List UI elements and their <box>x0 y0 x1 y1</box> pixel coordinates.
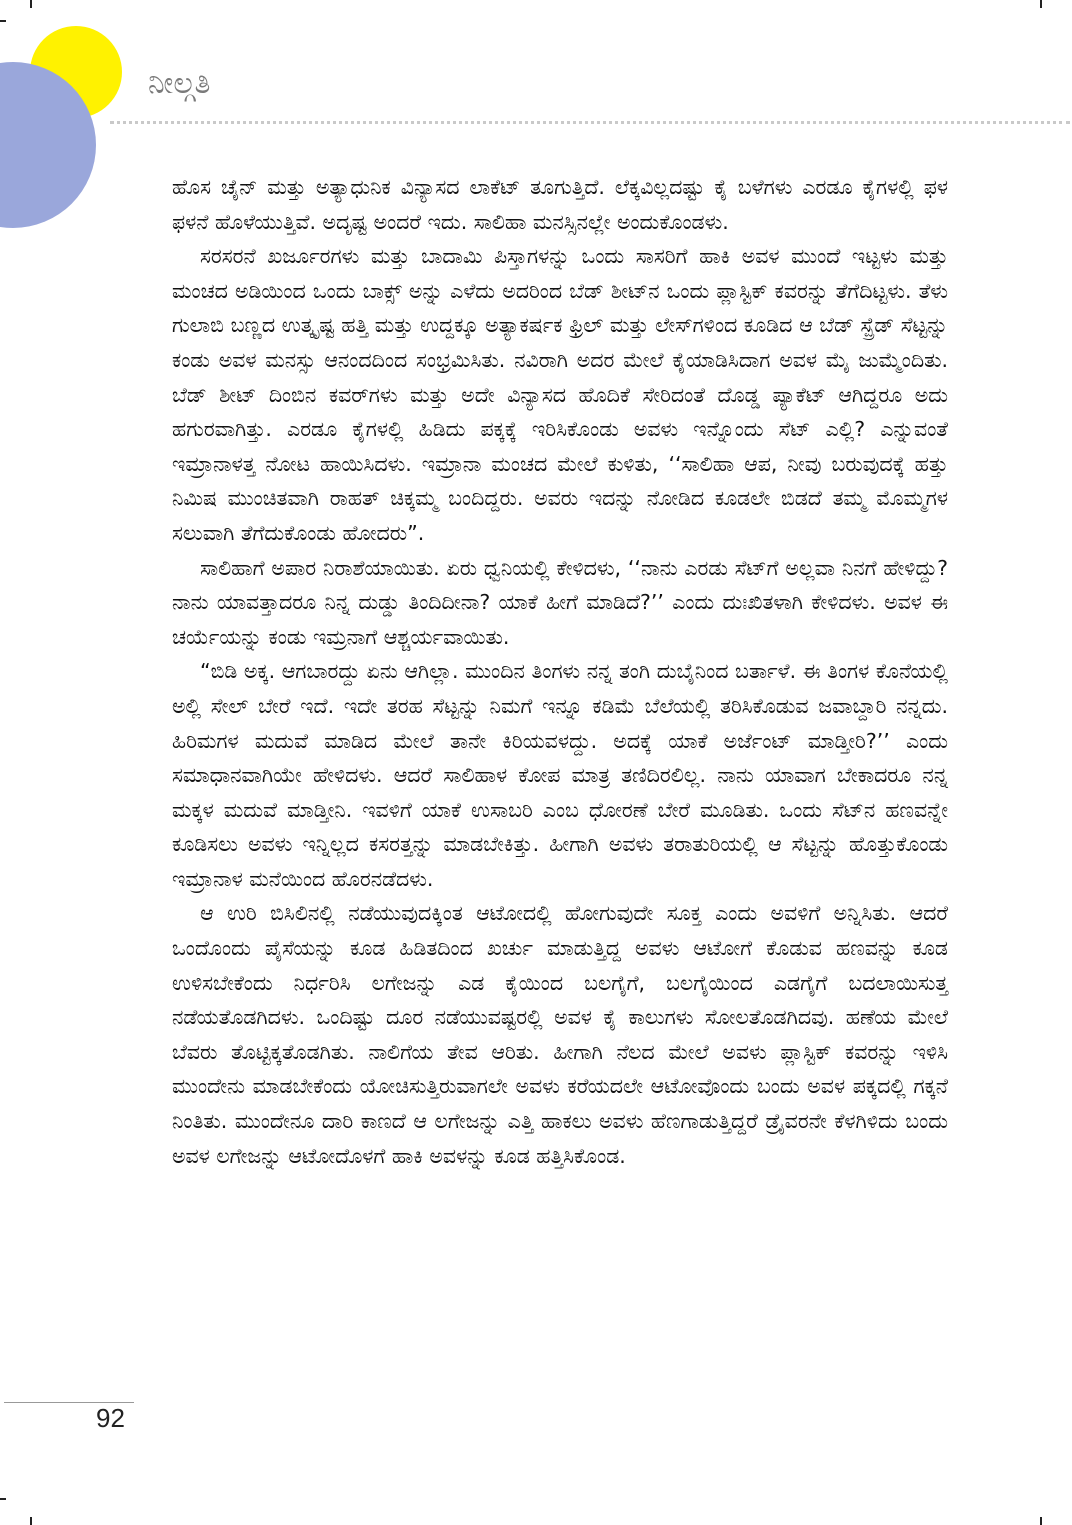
header-dotted-rule <box>110 121 1070 124</box>
paragraph: “ಬಿಡಿ ಅಕ್ಕ. ಆಗಬಾರದ್ದು ಏನು ಆಗಿಲ್ಲಾ. ಮುಂದಿನ ತಿಂಗಳು ನನ್ನ ತಂಗಿ ದುಬೈನಿಂದ ಬರ್ತಾಳೆ. ಈ ತಿಂಗಳ ಕೊನೆಯಲ್ಲಿ ಅಲ್ಲಿ ಸೇಲ್ ಬೇರೆ ಇದೆ. ಇದೇ ತರಹ ಸೆಟ್ಟನ್ನು ನಿಮಗೆ ಇನ್ನೂ ಕಡಿಮೆ ಬೆಲೆಯಲ್ಲಿ ತರಿಸಿಕೊಡುವ ಜವಾಬ್ದಾರಿ ನನ್ನದು. ಹಿರಿಮಗಳ ಮದುವೆ ಮಾಡಿದ ಮೇಲೆ ತಾನೇ ಕಿರಿಯವಳದ್ದು. ಅದಕ್ಕೆ ಯಾಕೆ ಅರ್ಜೆಂಟ್ ಮಾಡ್ತೀರಿ?’’ ಎಂದು ಸಮಾಧಾನವಾಗಿಯೇ ಹೇಳಿದಳು. ಆದರೆ ಸಾಲಿಹಾಳ ಕೋಪ ಮಾತ್ರ ತಣಿದಿರಲಿಲ್ಲ. ನಾನು ಯಾವಾಗ ಬೇಕಾದರೂ ನನ್ನ ಮಕ್ಕಳ ಮದುವೆ ಮಾಡ್ತೀನಿ. ಇವಳಿಗೆ ಯಾಕೆ ಉಸಾಬರಿ ಎಂಬ ಧೋರಣೆ ಬೇರೆ ಮೂಡಿತು. ಒಂದು ಸೆಟ್‌ನ ಹಣವನ್ನೇ ಕೂಡಿಸಲು ಅವಳು ಇನ್ನಿಲ್ಲದ ಕಸರತ್ತನ್ನು ಮಾಡಬೇಕಿತ್ತು. ಹೀಗಾಗಿ ಅವಳು ತರಾತುರಿಯಲ್ಲಿ ಆ ಸೆಟ್ಟನ್ನು ಹೊತ್ತುಕೊಂಡು ಇಮ್ರಾನಾಳ ಮನೆಯಿಂದ ಹೊರನಡೆದಳು. <box>172 659 948 891</box>
crop-mark-left-lower <box>0 1498 6 1500</box>
running-head-title: ನೀಲ್ಗತಿ <box>148 66 211 101</box>
paragraph: ಆ ಉರಿ ಬಿಸಿಲಿನಲ್ಲಿ ನಡೆಯುವುದಕ್ಕಿಂತ ಆಟೋದಲ್ಲಿ ಹೋಗುವುದೇ ಸೂಕ್ತ ಎಂದು ಅವಳಿಗೆ ಅನ್ನಿಸಿತು. ಆದರೆ ಒಂದೊಂದು ಪೈಸೆಯನ್ನು ಕೂಡ ಹಿಡಿತದಿಂದ ಖರ್ಚು ಮಾಡುತ್ತಿದ್ದ ಅವಳು ಆಟೋಗೆ ಕೊಡುವ ಹಣವನ್ನು ಕೂಡ ಉಳಿಸಬೇಕೆಂದು ನಿರ್ಧರಿಸಿ ಲಗೇಜನ್ನು ಎಡ ಕೈಯಿಂದ ಬಲಗೈಗೆ, ಬಲಗೈಯಿಂದ ಎಡಗೈಗೆ ಬದಲಾಯಿಸುತ್ತ ನಡೆಯತೊಡಗಿದಳು. ಒಂದಿಷ್ಟು ದೂರ ನಡೆಯುವಷ್ಟರಲ್ಲಿ ಅವಳ ಕೈ ಕಾಲುಗಳು ಸೋಲತೊಡಗಿದವು. ಹಣೆಯ ಮೇಲೆ ಬೆವರು ತೊಟ್ಟಿಕ್ಕತೊಡಗಿತು. ನಾಲಿಗೆಯ ತೇವ ಆರಿತು. ಹೀಗಾಗಿ ನೆಲದ ಮೇಲೆ ಅವಳು ಪ್ಲಾಸ್ಟಿಕ್ ಕವರನ್ನು ಇಳಿಸಿ ಮುಂದೇನು ಮಾಡಬೇಕೆಂದು ಯೋಚಿಸುತ್ತಿರುವಾಗಲೇ ಅವಳು ಕರೆಯದಲೇ ಆಟೋವೊಂದು ಬಂದು ಅವಳ ಪಕ್ಕದಲ್ಲಿ ಗಕ್ಕನೆ ನಿಂತಿತು. ಮುಂದೇನೂ ದಾರಿ ಕಾಣದೆ ಆ ಲಗೇಜನ್ನು ಎತ್ತಿ ಹಾಕಲು ಅವಳು ಹೆಣಗಾಡುತ್ತಿದ್ದರೆ ಡ್ರೈವರನೇ ಕೆಳಗಿಳಿದು ಬಂದು ಅವಳ ಲಗೇಜನ್ನು ಆಟೋದೊಳಗೆ ಹಾಕಿ ಅವಳನ್ನು ಕೂಡ ಹತ್ತಿಸಿಕೊಂಡ. <box>172 901 948 1168</box>
paragraph: ಹೊಸ ಚೈನ್ ಮತ್ತು ಅತ್ಯಾಧುನಿಕ ವಿನ್ಯಾಸದ ಲಾಕೆಟ್ ತೂಗುತ್ತಿದೆ. ಲೆಕ್ಕವಿಲ್ಲದಷ್ಟು ಕೈ ಬಳೆಗಳು ಎರಡೂ ಕೈಗಳಲ್ಲಿ ಫಳ ಫಳನೆ ಹೊಳೆಯುತ್ತಿವೆ. ಅದೃಷ್ಟ ಅಂದರೆ ಇದು. ಸಾಲಿಹಾ ಮನಸ್ಸಿನಲ್ಲೇ ಅಂದುಕೊಂಡಳು. <box>172 175 948 234</box>
paragraph: ಸಾಲಿಹಾಗೆ ಅಪಾರ ನಿರಾಶೆಯಾಯಿತು. ಏರು ಧ್ವನಿಯಲ್ಲಿ ಕೇಳಿದಳು, ‘‘ನಾನು ಎರಡು ಸೆಟ್‌ಗೆ ಅಲ್ಲವಾ ನಿನಗೆ ಹೇಳಿದ್ದು? ನಾನು ಯಾವತ್ತಾದರೂ ನಿನ್ನ ದುಡ್ಡು ತಿಂದಿದೀನಾ? ಯಾಕೆ ಹೀಗೆ ಮಾಡಿದೆ?’’ ಎಂದು ದುಃಖಿತಳಾಗಿ ಕೇಳಿದಳು. ಅವಳ ಈ ಚರ್ಯೆಯನ್ನು ಕಂಡು ಇಮ್ರನಾಗೆ ಆಶ್ಚರ್ಯವಾಯಿತು. <box>172 555 948 649</box>
body-text <box>172 170 948 1173</box>
crop-mark-top-left <box>30 0 32 8</box>
paragraph: ಸರಸರನೆ ಖರ್ಜೂರಗಳು ಮತ್ತು ಬಾದಾಮಿ ಪಿಸ್ತಾಗಳನ್ನು ಒಂದು ಸಾಸರಿಗೆ ಹಾಕಿ ಅವಳ ಮುಂದೆ ಇಟ್ಟಳು ಮತ್ತು ಮಂಚದ ಅಡಿಯಿಂದ ಒಂದು ಬಾಕ್ಸ್ ಅನ್ನು ಎಳೆದು ಅದರಿಂದ ಬೆಡ್ ಶೀಟ್‌ನ ಒಂದು ಪ್ಲಾಸ್ಟಿಕ್ ಕವರನ್ನು ತೆಗೆದಿಟ್ಟಳು. ತೆಳು ಗುಲಾಬಿ ಬಣ್ಣದ ಉತ್ಕೃಷ್ಟ ಹತ್ತಿ ಮತ್ತು ಉದ್ದಕ್ಕೂ ಅತ್ಯಾಕರ್ಷಕ ಫ್ರಿಲ್ ಮತ್ತು ಲೇಸ್‌ಗಳಿಂದ ಕೂಡಿದ ಆ ಬೆಡ್ ಸ್ಪ್ರೆಡ್ ಸೆಟ್ಟನ್ನು ಕಂಡು ಅವಳ ಮನಸ್ಸು ಆನಂದದಿಂದ ಸಂಭ್ರಮಿಸಿತು. ನವಿರಾಗಿ ಅದರ ಮೇಲೆ ಕೈಯಾಡಿಸಿದಾಗ ಅವಳ ಮೈ ಜುಮ್ಮೆಂದಿತು. ಬೆಡ್ ಶೀಟ್ ದಿಂಬಿನ ಕವರ್‌ಗಳು ಮತ್ತು ಅದೇ ವಿನ್ಯಾಸದ ಹೊದಿಕೆ ಸೇರಿದಂತೆ ದೊಡ್ಡ ಪ್ಯಾಕೆಟ್ ಆಗಿದ್ದರೂ ಅದು ಹಗುರವಾಗಿತ್ತು. ಎರಡೂ ಕೈಗಳಲ್ಲಿ ಹಿಡಿದು ಪಕ್ಕಕ್ಕೆ ಇರಿಸಿಕೊಂಡು ಅವಳು ಇನ್ನೊಂದು ಸೆಟ್ ಎಲ್ಲಿ? ಎನ್ನುವಂತೆ ಇಮ್ರಾನಾಳತ್ತ ನೋಟ ಹಾಯಿಸಿದಳು. ಇಮ್ರಾನಾ ಮಂಚದ ಮೇಲೆ ಕುಳಿತು, ‘‘ಸಾಲಿಹಾ ಆಪ, ನೀವು ಬರುವುದಕ್ಕೆ ಹತ್ತು ನಿಮಿಷ ಮುಂಚಿತವಾಗಿ ರಾಹತ್ ಚಿಕ್ಕಮ್ಮ ಬಂದಿದ್ದರು. ಅವರು ಇದನ್ನು ನೋಡಿದ ಕೂಡಲೇ ಬಿಡದೆ ತಮ್ಮ ಮೊಮ್ಮಗಳ ಸಲುವಾಗಿ ತೆಗೆದುಕೊಂಡು ಹೋದರು”. <box>172 244 948 545</box>
crop-mark-top-right <box>1040 0 1042 8</box>
crop-mark-left-upper <box>0 20 6 22</box>
crop-mark-bottom-right <box>1040 1517 1042 1525</box>
page-number: 92 <box>96 1403 125 1433</box>
crop-mark-bottom-left <box>30 1517 32 1525</box>
